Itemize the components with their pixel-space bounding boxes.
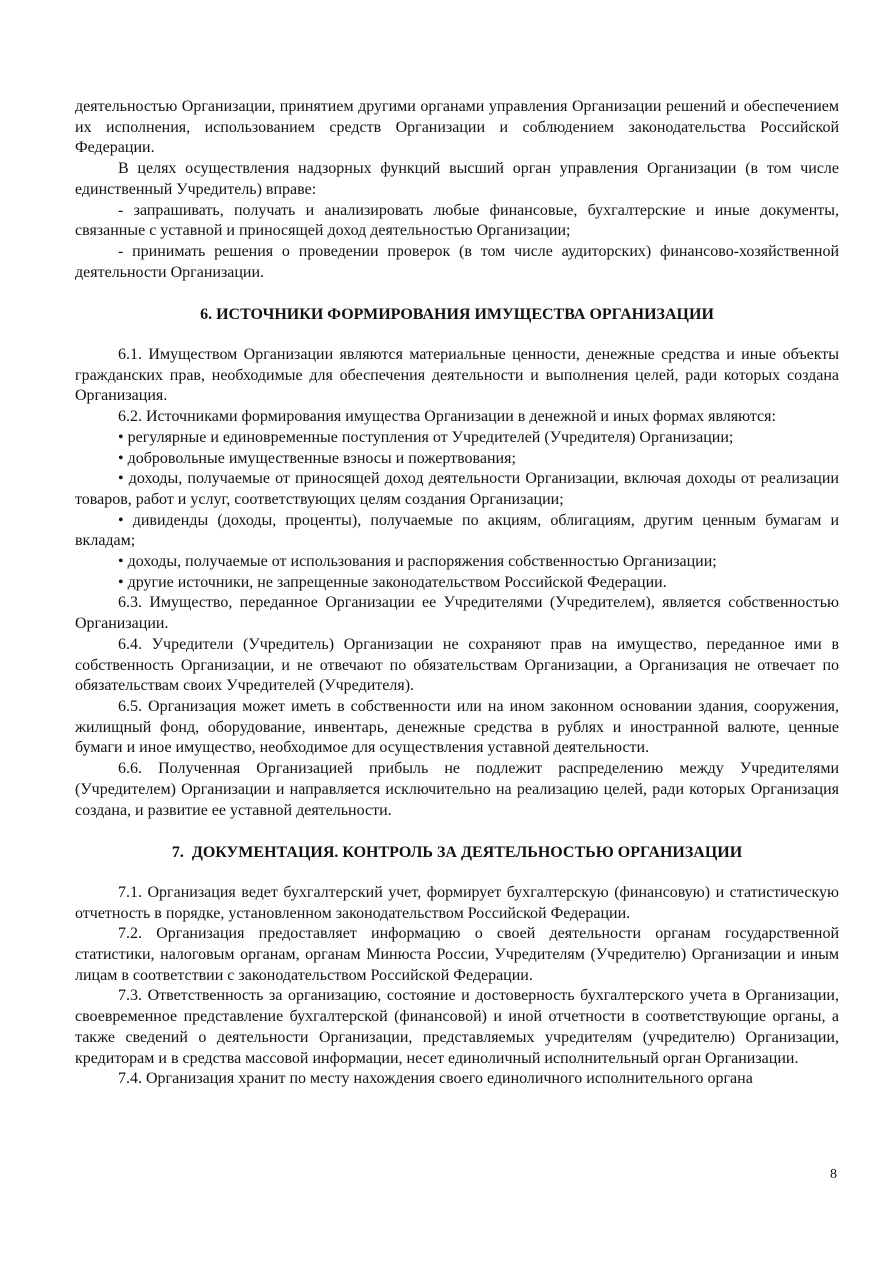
- section-heading-6: 6. ИСТОЧНИКИ ФОРМИРОВАНИЯ ИМУЩЕСТВА ОРГАНИЗАЦИИ: [200, 306, 714, 324]
- clause-6-4: 6.4. Учредители (Учредитель) Организации не сохраняют прав на имущество, переданное ими в собственность Организации, и не отвечают по обязательствам Организации, а Организация не отвечает по обязательствам своих Учредителей (Учредителя).: [75, 635, 839, 695]
- clause-6-6: 6.6. Полученная Организацией прибыль не подлежит распределению между Учредителями (Учредителем) Организации и направляется исключительно на реализацию целей, ради которых Организация создана, и развитие ее уставной деятельности.: [75, 760, 839, 819]
- bullet-item: • доходы, получаемые от приносящей доход деятельности Организации, включая доходы от реализации товаров, работ и услуг, соответствующих целям создания Организации;: [75, 470, 839, 508]
- bullet-item: • регулярные и единовременные поступления от Учредителей (Учредителя) Организации;: [118, 428, 734, 446]
- clause-6-5: 6.5. Организация может иметь в собственности или на ином законном основании здания, сооружения, жилищный фонд, оборудование, инвентарь, денежные средства в рублях и иностранной валюте, ценные бумаги и иное имущество, необходимое для осуществления уставной деятельности.: [75, 697, 839, 757]
- clause-7-1: 7.1. Организация ведет бухгалтерский учет, формирует бухгалтерскую (финансовую) и статистическую отчетность в порядке, установленном законодательством Российской Федерации.: [75, 883, 839, 922]
- clause-7-4: 7.4. Организация хранит по месту нахождения своего единоличного исполнительного органа: [118, 1070, 753, 1088]
- clause-7-2: 7.2. Организация предоставляет информацию о своей деятельности органам государственной статистики, налоговым органам, органам Минюста России, Учредителям (Учредителю) Организации и иным лицам в соответствии с законодательством Российской Федерации.: [75, 925, 839, 984]
- bullet-item: • добровольные имущественные взносы и пожертвования;: [118, 449, 516, 467]
- bullet-item: • другие источники, не запрещенные законодательством Российской Федерации.: [118, 573, 667, 591]
- section-heading-7: 7. ДОКУМЕНТАЦИЯ. КОНТРОЛЬ ЗА ДЕЯТЕЛЬНОСТЬЮ ОРГАНИЗАЦИИ: [171, 844, 743, 862]
- list-item-audit-decisions: - принимать решения о проведении проверок (в том числе аудиторских) финансово-хозяйственной деятельности Организации.: [75, 242, 839, 281]
- clause-7-3: 7.3. Ответственность за организацию, состояние и достоверность бухгалтерского учета в Организации, своевременное представление бухгалтерской (финансовой) и иной отчетности в соответствующие органы, а также сведений о деятельности Организации, представляемых учредителям (учредителю) Организации, кредиторам и в средства массовой информации, несет единоличный исполнительный орган Организации.: [75, 987, 839, 1067]
- paragraph-supervisory-functions: В целях осуществления надзорных функций высший орган управления Организации (в том числе единственный Учредитель) вправе:: [75, 160, 839, 198]
- list-item-request-documents: - запрашивать, получать и анализировать любые финансовые, бухгалтерские и иные документы, связанные с уставной и приносящей доход деятельностью Организации;: [75, 201, 839, 240]
- clause-6-2: 6.2. Источниками формирования имущества Организации в денежной и иных формах являются:: [118, 408, 776, 426]
- clause-6-3: 6.3. Имущество, переданное Организации ее Учредителями (Учредителем), является собственностью Организации.: [75, 594, 839, 633]
- clause-6-1: 6.1. Имуществом Организации являются материальные ценности, денежные средства и иные объекты гражданских прав, необходимые для обеспечения деятельности и выполнения целей, ради которых создана Организация.: [75, 346, 839, 405]
- bullet-item: • дивиденды (доходы, проценты), получаемые по акциям, облигациям, другим ценным бумагам и вкладам;: [75, 511, 839, 550]
- page-number: 8: [830, 1167, 837, 1182]
- paragraph-intro-continuation: деятельностью Организации, принятием другими органами управления Организации решений и обеспечением их исполнения, использованием средств Организации и соблюдением законодательства Российской Федерации.: [75, 98, 839, 157]
- bullet-item: • доходы, получаемые от использования и распоряжения собственностью Организации;: [118, 553, 717, 571]
- document-page: [75, 97, 839, 1090]
